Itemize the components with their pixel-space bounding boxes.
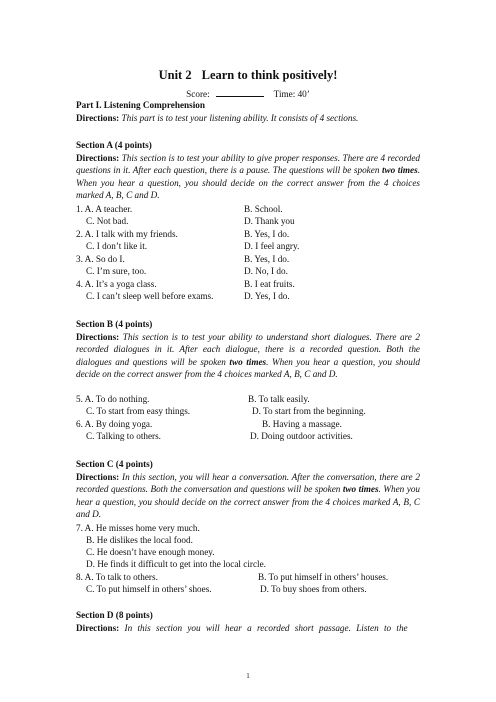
q1-option-a: 1. A. A teacher. [76,204,133,214]
q7-option-d: D. He finds it difficult to get into the local circle. [86,559,266,569]
q3-option-d: D. No, I do. [244,266,288,276]
q8-option-a: 8. A. To talk to others. [76,572,158,582]
q5-option-d: D. To start from the beginning. [252,406,366,416]
q2-option-c: C. I don’t like it. [86,241,148,251]
unit-label: Unit 2 [158,68,192,82]
q3-option-c: C. I’m sure, too. [86,266,147,276]
q6-option-c: C. Talking to others. [86,431,161,441]
section-a-directions: Directions: This section is to test your ability to give proper responses. There are 4 recorded questions in it. After each question, there is a pause. The questions will be spoken two times. When you hear a question, you should decide on the correct answer from the 4 choices marked A, B, C and D. [76,153,420,200]
q7-option-a: 7. A. He misses home very much. [76,523,200,533]
q3-option-a: 3. A. So do I. [76,254,125,264]
q6-option-b: B. Having a massage. [262,419,342,429]
q7-option-c: C. He doesn’t have enough money. [86,547,215,557]
q8-option-c: C. To put himself in others’ shoes. [86,584,212,594]
unit-name: Learn to think positively! [201,68,338,82]
q6-option-a: 6. A. By doing yoga. [76,419,153,429]
q2-option-b: B. Yes, I do. [244,229,290,239]
section-a-heading: Section A (4 points) [76,140,152,150]
q8-option-d: D. To buy shoes from others. [260,584,367,594]
part1-heading: Part I. Listening Comprehension [76,100,205,110]
section-d-directions: Directions: In this section you will hear a recorded short passage. Listen to the [76,623,408,633]
q4-option-d: D. Yes, I do. [244,291,290,301]
time-label: Time: 40’ [273,89,310,99]
section-c-directions: Directions: In this section, you will hear a conversation. After the conversation, there are 2 recorded questions. Both the conversation and questions will be spoken two times. When you hear a question, you should decide on the correct answer from the 4 choices marked A, B, C and D. [76,472,421,519]
score-label: Score: [186,89,210,99]
q4-option-c: C. I can’t sleep well before exams. [86,291,214,301]
section-b-directions: Directions: This section is to test your ability to understand short dialogues. There are 2 recorded dialogues in it. After each dialogue, there is a recorded question. Both the dialogues and questions will be spoken two times. When you hear a question, you should decide on the correct answer from the 4 choices marked A, B, C and D. [76,332,420,379]
q3-option-b: B. Yes, I do. [244,254,290,264]
q1-option-b: B. School. [244,204,283,214]
q4-option-b: B. I eat fruits. [244,279,295,289]
page-number: 1 [246,672,250,680]
score-blank[interactable] [216,88,264,97]
q2-option-d: D. I feel angry. [244,241,300,251]
part1-directions: Directions: This part is to test your listening ability. It consists of 4 sections. [76,113,359,123]
q6-option-d: D. Doing outdoor activities. [250,431,353,441]
q5-option-b: B. To talk easily. [248,394,310,404]
page-title [0,68,496,83]
q2-option-a: 2. A. I talk with my friends. [76,229,178,239]
q5-option-c: C. To start from easy things. [86,406,191,416]
score-line [0,88,496,99]
q1-option-c: C. Not bad. [86,216,129,226]
q1-option-d: D. Thank you [244,216,295,226]
section-c-heading: Section C (4 points) [76,459,153,469]
q7-option-b: B. He dislikes the local food. [86,535,193,545]
section-d-heading: Section D (8 points) [76,610,153,620]
q8-option-b: B. To put himself in others’ houses. [258,572,389,582]
q4-option-a: 4. A. It’s a yoga class. [76,279,157,289]
section-b-heading: Section B (4 points) [76,319,153,329]
q5-option-a: 5. A. To do nothing. [76,394,150,404]
